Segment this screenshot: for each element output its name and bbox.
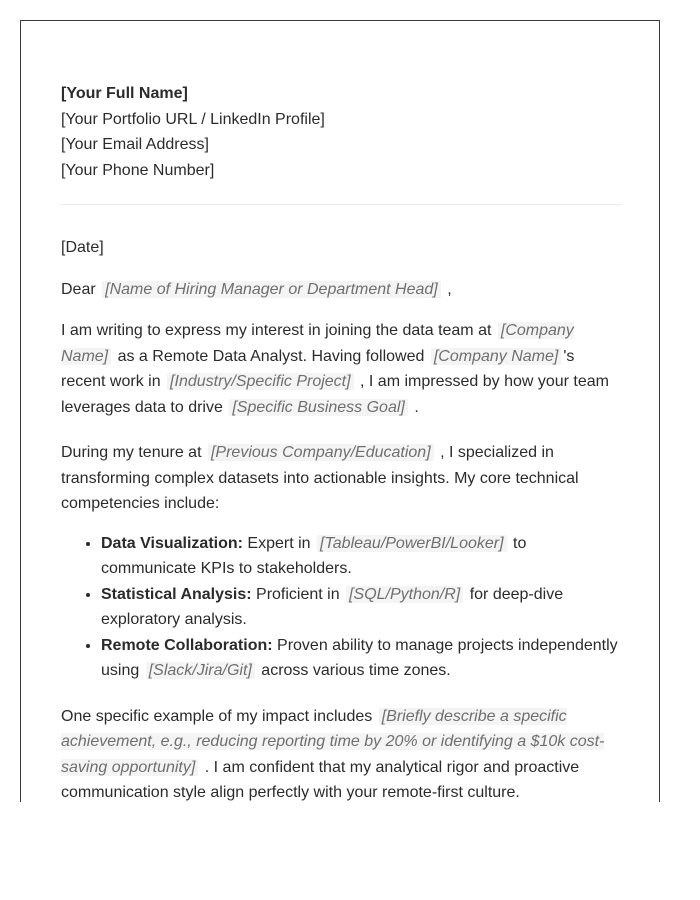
tenure-text-1: During my tenure at (61, 444, 202, 461)
impact-paragraph (61, 704, 621, 803)
recipient-placeholder: [Name of Hiring Manager or Department Head] (102, 281, 441, 298)
impact-text-1: One specific example of my impact includes (61, 707, 373, 725)
company-name-placeholder-2: [Company Name] (431, 348, 562, 365)
intro-text-2: as a Remote Data Analyst. Having followed (117, 347, 425, 365)
skill-text: Proven ability to manage projects independently using (101, 636, 618, 679)
email-address: [Your Email Address] (61, 136, 209, 153)
project-placeholder: [Industry/Specific Project] (167, 373, 354, 390)
contact-header (61, 81, 621, 205)
previous-company-placeholder: [Previous Company/Education] (208, 444, 434, 461)
tenure-paragraph (61, 440, 621, 517)
letter-content (61, 81, 621, 802)
intro-text-4: , I am impressed by how your team leverages data to drive (61, 373, 609, 416)
achievement-placeholder: [Briefly describe a specific achievement, e.g., reducing reporting time by 20% or identifying a $10k cost-saving opportunity] (61, 707, 605, 776)
intro-text-1: I am writing to express my interest in joining the data team at (61, 322, 492, 339)
letter-date: [Date] (61, 239, 104, 256)
phone-number: [Your Phone Number] (61, 161, 215, 179)
skill-text: Expert in (247, 534, 311, 552)
tenure-text-2: , I specialized in transforming complex datasets into actionable insights. My core technical competencies include: (61, 444, 579, 512)
skills-list (61, 531, 621, 684)
tools-placeholder: [Tableau/PowerBI/Looker] (317, 535, 507, 552)
skill-text-end: across various time zones. (261, 662, 451, 679)
intro-text-3: 's recent work in (61, 347, 575, 390)
full-name: [Your Full Name] (61, 85, 188, 102)
skill-item-statistics (101, 582, 621, 633)
intro-paragraph (61, 318, 621, 420)
skill-text-end: to communicate KPIs to stakeholders. (101, 534, 527, 577)
greeting (61, 277, 621, 303)
skill-title: Statistical Analysis: (101, 585, 252, 603)
skill-text: Proficient in (256, 585, 340, 603)
skill-item-visualization (101, 531, 621, 582)
skill-item-collaboration (101, 633, 621, 684)
skill-title: Data Visualization: (101, 534, 243, 552)
intro-text-5: . (414, 398, 419, 416)
tools-placeholder: [Slack/Jira/Git] (146, 662, 255, 679)
skill-title: Remote Collaboration: (101, 636, 273, 654)
cover-letter-page (20, 20, 660, 802)
impact-text-2: . I am confident that my analytical rigor and proactive communication style align perfectly with your remote-first culture. (61, 758, 580, 801)
skill-text-end: for deep-dive exploratory analysis. (101, 585, 564, 628)
goal-placeholder: [Specific Business Goal] (229, 399, 408, 416)
greeting-prefix: Dear (61, 280, 96, 298)
company-name-placeholder: [Company Name] (61, 322, 574, 365)
greeting-suffix: , (447, 280, 452, 298)
portfolio-url: [Your Portfolio URL / LinkedIn Profile] (61, 110, 325, 128)
tools-placeholder: [SQL/Python/R] (346, 586, 463, 603)
